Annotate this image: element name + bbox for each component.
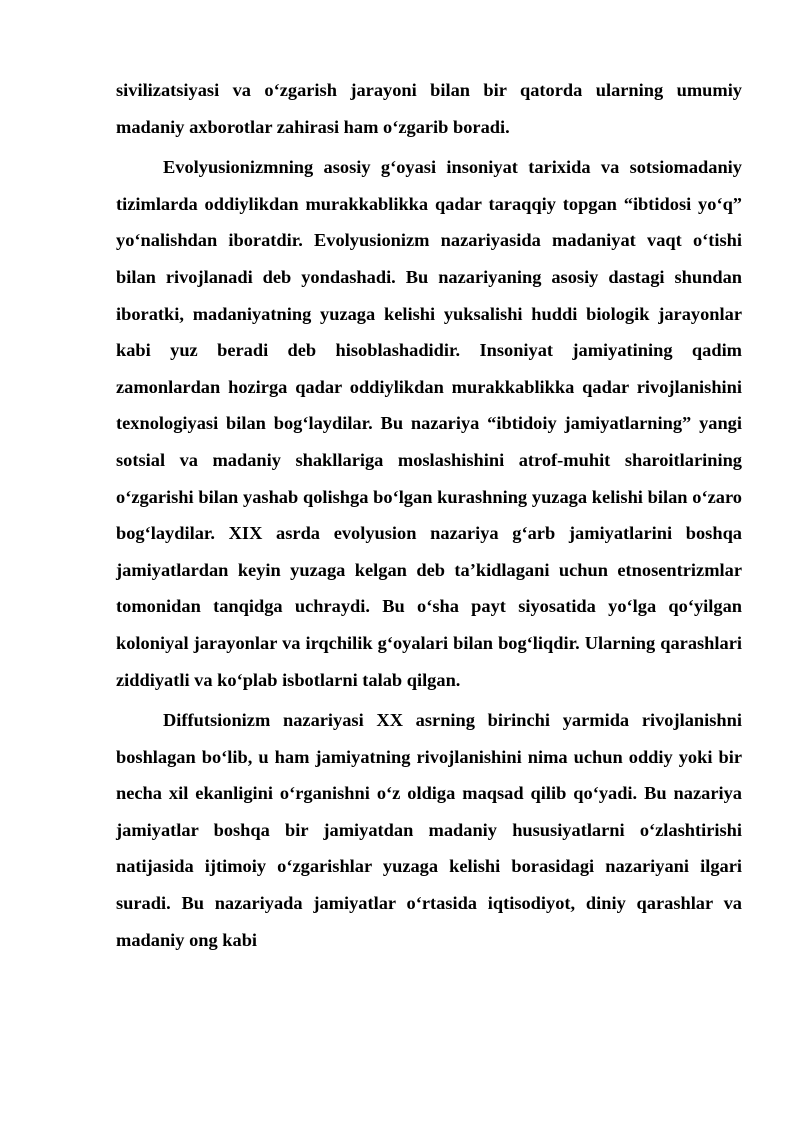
paragraph-3: Diffutsionizm nazariyasi XX asrning birinchi yarmida rivojlanishni boshlagan bo‘lib, u ham jamiyatning rivojlanishini nima uchun oddiy yoki bir necha xil ekanligini o‘rganishni o‘z oldiga maqsad qilib qo‘yadi. Bu nazariya jamiyatlar boshqa bir jamiyatdan madaniy hususiyatlarni o‘zlashtirishi natijasida ijtimoiy o‘zgarishlar yuzaga kelishi borasidagi nazariyani ilgari suradi. Bu nazariyada jamiyatlar o‘rtasida iqtisodiyot, diniy qarashlar va madaniy ong kabi: [116, 710, 742, 950]
document-page: [116, 72, 742, 958]
paragraph-2: Evolyusionizmning asosiy g‘oyasi insoniyat tarixida va sotsiomadaniy tizimlarda oddiylikdan murakkablikka qadar taraqqiy topgan “ibtidosi yo‘q” yo‘nalishdan iboratdir. Evolyusionizm nazariyasida madaniyat vaqt o‘tishi bilan rivojlanadi deb yondashadi. Bu nazariyaning asosiy dastagi shundan iboratki, madaniyatning yuzaga kelishi yuksalishi huddi biologik jarayonlar kabi yuz beradi deb hisoblashadidir. Insoniyat jamiyatining qadim zamonlardan hozirga qadar oddiylikdan murakkablikka qadar rivojlanishini texnologiyasi bilan bog‘laydilar. Bu nazariya “ibtidoiy jamiyatlarning” yangi sotsial va madaniy shakllariga moslashishini atrof-muhit sharoitlarining o‘zgarishi bilan yashab qolishga bo‘lgan kurashning yuzaga kelishi bilan o‘zaro bog‘laydilar. XIX asrda evolyusion nazariya g‘arb jamiyatlarini boshqa jamiyatlardan keyin yuzaga kelgan deb ta’kidlagani uchun etnosentrizmlar tomonidan tanqidga uchraydi. Bu o‘sha payt siyosatida yo‘lga qo‘yilgan koloniyal jarayonlar va irqchilik g‘oyalari bilan bog‘liqdir. Ularning qarashlari ziddiyatli va ko‘plab isbotlarni talab qilgan.: [116, 157, 742, 690]
paragraph-1: sivilizatsiyasi va o‘zgarish jarayoni bilan bir qatorda ularning umumiy madaniy axborotlar zahirasi ham o‘zgarib boradi.: [116, 80, 742, 137]
